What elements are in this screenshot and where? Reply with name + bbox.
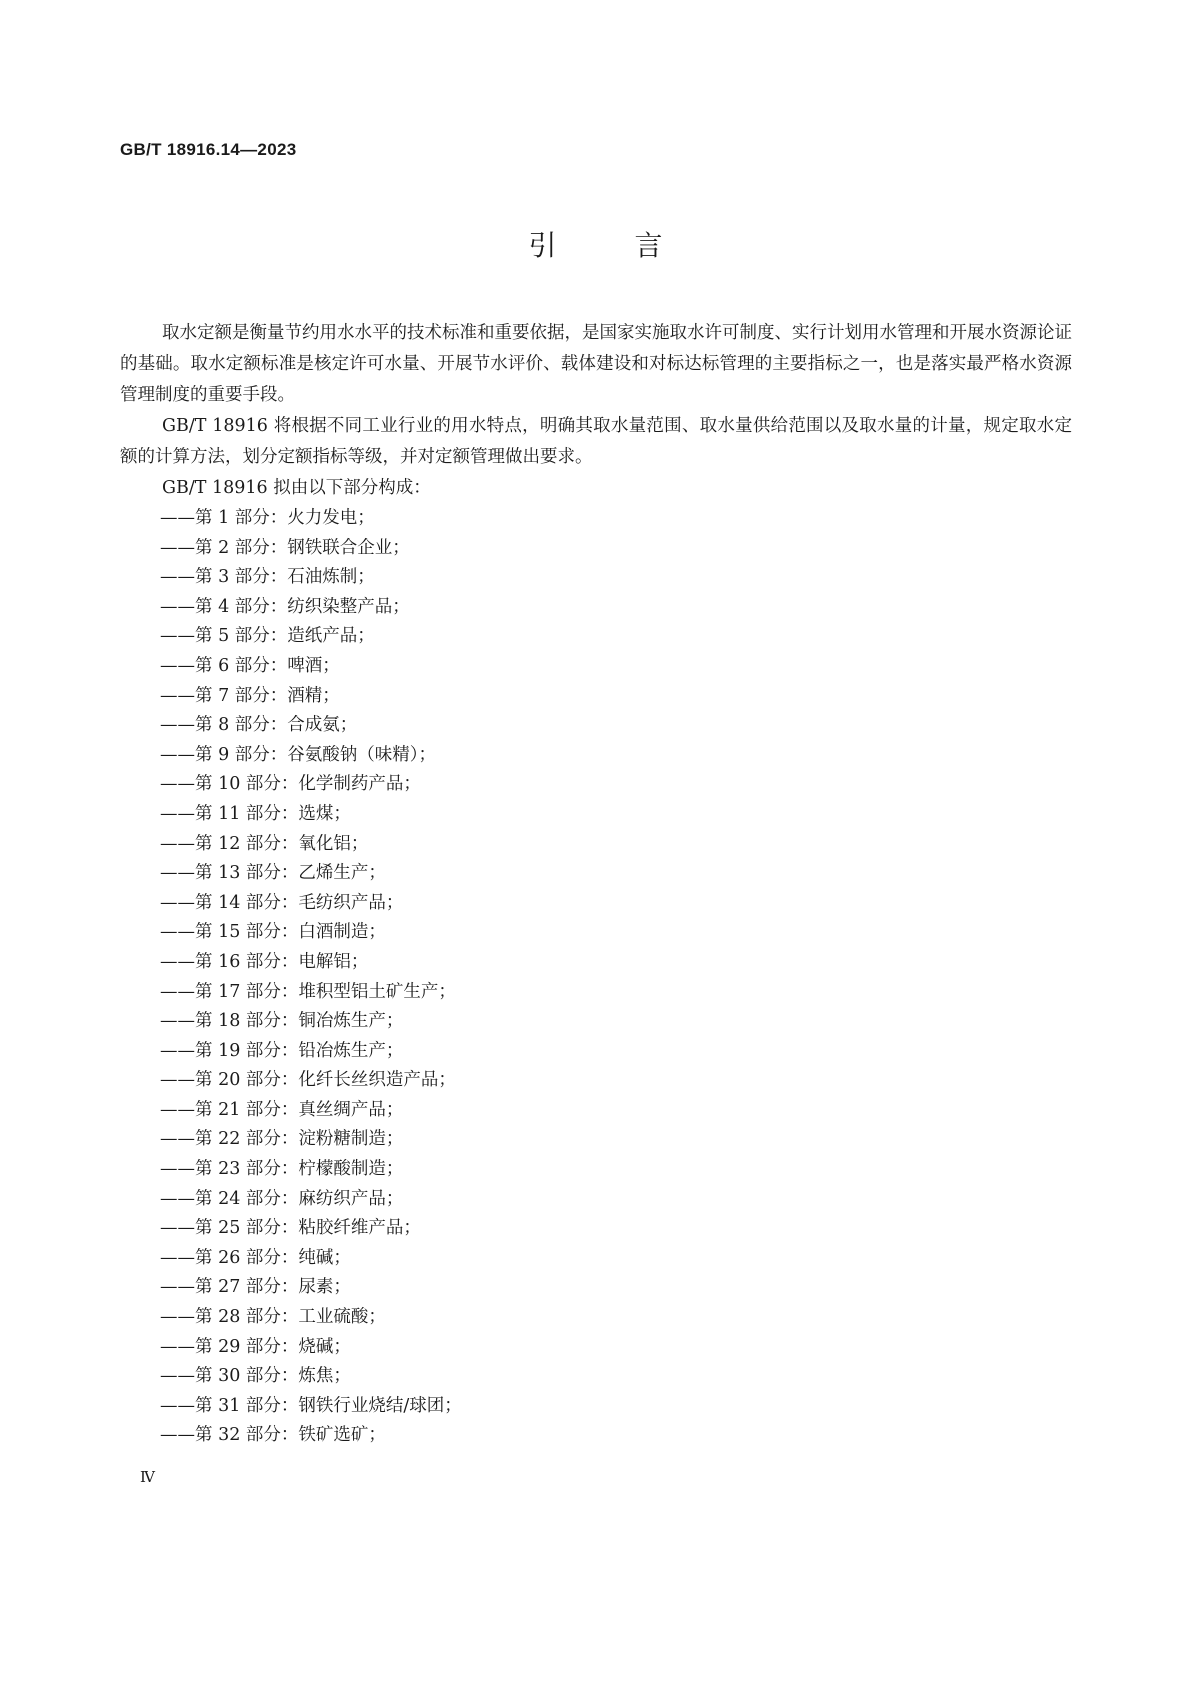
- list-item: ——第 28 部分：工业硫酸；: [160, 1307, 386, 1328]
- list-item: ——第 13 部分：乙烯生产；: [160, 863, 386, 884]
- standard-number: GB/T 18916.14—2023: [120, 140, 297, 159]
- list-item: ——第 2 部分：钢铁联合企业；: [160, 537, 410, 558]
- paragraph: 取水定额是衡量节约用水水平的技术标准和重要依据，是国家实施取水许可制度、实行计划用水管理和开展水资源论证的基础。取水定额标准是核定许可水量、开展节水评价、载体建设和对标达标管理的主要指标之一，也是落实最严格水资源管理制度的重要手段。: [120, 323, 1072, 405]
- list-item: ——第 5 部分：造纸产品；: [160, 626, 375, 647]
- list-item: ——第 27 部分：尿素；: [160, 1277, 351, 1298]
- list-item: ——第 16 部分：电解铝；: [160, 951, 369, 972]
- list-item: ——第 1 部分：火力发电；: [160, 508, 375, 528]
- list-item: ——第 22 部分：淀粉糖制造；: [160, 1129, 404, 1150]
- list-item: ——第 32 部分：铁矿选矿；: [160, 1425, 386, 1446]
- list-item: ——第 25 部分：粘胶纤维产品；: [160, 1218, 421, 1239]
- list-item: ——第 12 部分：氧化铝；: [160, 833, 369, 854]
- list-item: ——第 10 部分：化学制药产品；: [160, 774, 421, 795]
- list-item: ——第 26 部分：纯碱；: [160, 1247, 351, 1268]
- list-item: ——第 29 部分：烧碱；: [160, 1336, 351, 1357]
- section-title: 引言: [528, 229, 741, 262]
- list-item: ——第 7 部分：酒精；: [160, 685, 340, 706]
- introduction-body: [120, 318, 1072, 1451]
- list-item: ——第 11 部分：选煤；: [160, 803, 351, 824]
- list-item: ——第 17 部分：堆积型铝土矿生产；: [160, 981, 456, 1002]
- list-item: ——第 15 部分：白酒制造；: [160, 922, 386, 943]
- list-item: ——第 18 部分：铜冶炼生产；: [160, 1011, 404, 1032]
- paragraph: GB/T 18916 拟由以下部分构成：: [162, 478, 431, 498]
- list-item: ——第 19 部分：铅冶炼生产；: [160, 1040, 404, 1061]
- list-item: ——第 3 部分：石油炼制；: [160, 567, 375, 588]
- list-item: ——第 6 部分：啤酒；: [160, 655, 340, 676]
- list-item: ——第 14 部分：毛纺织产品；: [160, 892, 404, 913]
- list-item: ——第 30 部分：炼焦；: [160, 1366, 351, 1387]
- paragraph: GB/T 18916 将根据不同工业行业的用水特点，明确其取水量范围、取水量供给范围以及取水量的计量，规定取水定额的计算方法，划分定额指标等级，并对定额管理做出要求。: [120, 416, 1072, 467]
- list-item: ——第 31 部分：钢铁行业烧结/球团；: [160, 1395, 462, 1416]
- list-item: ——第 20 部分：化纤长丝织造产品；: [160, 1070, 456, 1091]
- list-item: ——第 9 部分：谷氨酸钠（味精）；: [160, 744, 437, 765]
- page-number: Ⅳ: [140, 1468, 155, 1486]
- list-item: ——第 8 部分：合成氨；: [160, 715, 358, 736]
- list-item: ——第 24 部分：麻纺织产品；: [160, 1188, 404, 1209]
- parts-list: [120, 504, 1072, 1451]
- list-item: ——第 21 部分：真丝绸产品；: [160, 1099, 404, 1120]
- list-item: ——第 4 部分：纺织染整产品；: [160, 596, 410, 617]
- list-item: ——第 23 部分：柠檬酸制造；: [160, 1159, 404, 1180]
